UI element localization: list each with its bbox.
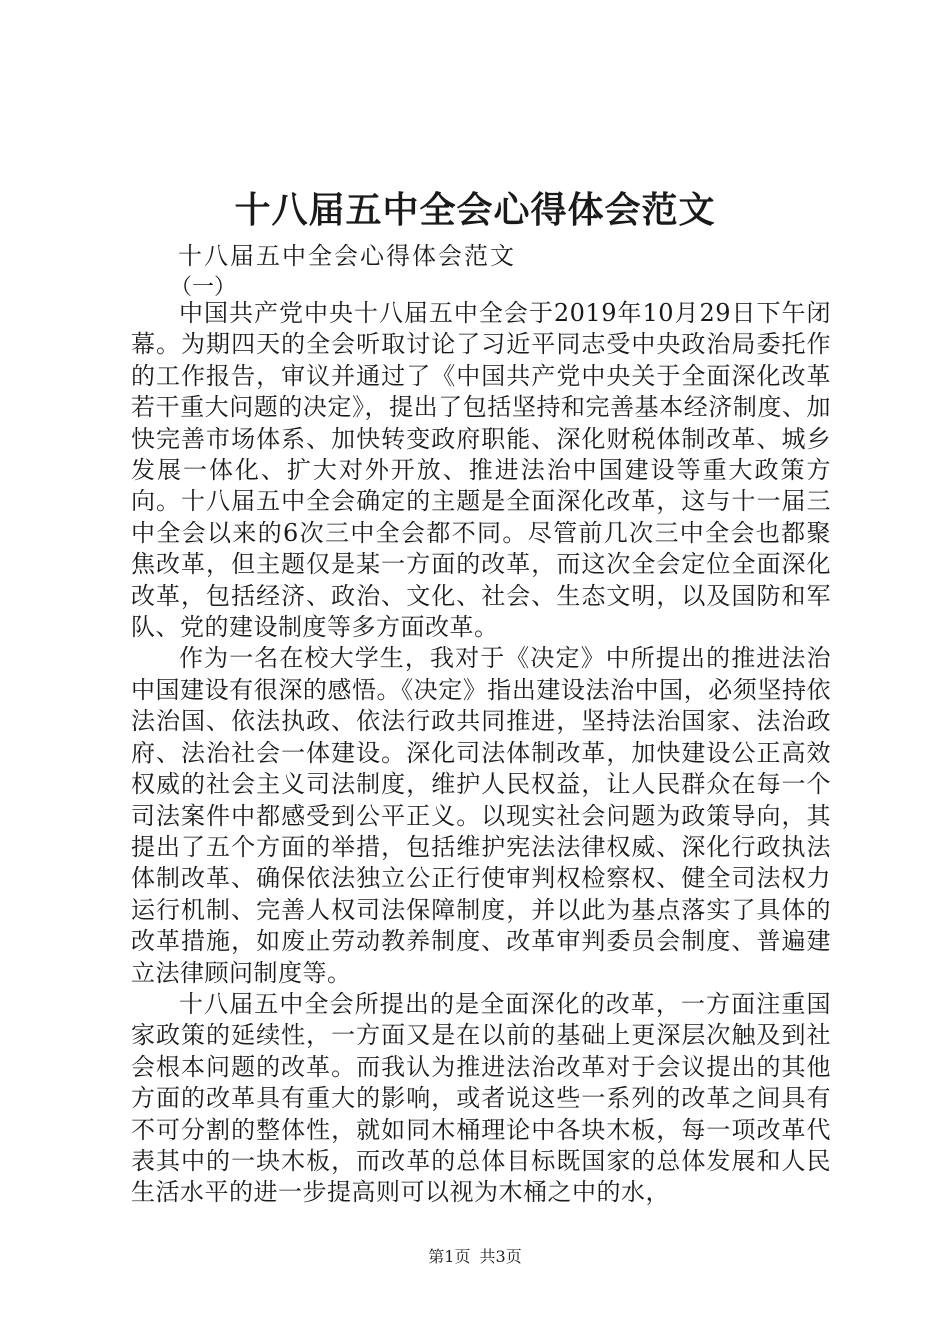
page-footer — [0, 1244, 950, 1267]
section-marker: （一） — [170, 275, 237, 300]
document-body — [131, 298, 831, 1209]
paragraph: 十八届五中全会所提出的是全面深化的改革，一方面注重国家政策的延续性，一方面又是在以前的基础上更深层次触及到社会根本问题的改革。而我认为推进法治改革对于会议提出的其他方面的改革具有重大的影响，或者说这些一系列的改革之间具有不可分割的整体性，就如同木桶理论中各块木板，每一项改革代表其中的一块木板，而改革的总体目标既国家的总体发展和人民生活水平的进一步提高则可以视为木桶之中的水， — [131, 989, 831, 1207]
document-title: 十八届五中全会心得体会范文 — [234, 189, 716, 231]
paragraph: 中国共产党中央十八届五中全会于2019年10月29日下午闭幕。为期四天的全会听取讨论了习近平同志受中央政治局委托作的工作报告，审议并通过了《中国共产党中央关于全面深化改革若干重大问题的决定》，提出了包括坚持和完善基本经济制度、加快完善市场体系、加快转变政府职能、深化财税体制改革、城乡发展一体化、扩大对外开放、推进法治中国建设等重大政策方向。十八届五中全会确定的主题是全面深化改革，这与十一届三中全会以来的6次三中全会都不同。尽管前几次三中全会也都聚焦改革，但主题仅是某一方面的改革，而这次全会定位全面深化改革，包括经济、政治、文化、社会、生态文明，以及国防和军队、党的建设制度等多方面改革。 — [131, 299, 831, 642]
page-number: 第1页 — [428, 1247, 471, 1266]
paragraph: 作为一名在校大学生，我对于《决定》中所提出的推进法治中国建设有很深的感悟。《决定》指出建设法治中国，必须坚持依法治国、依法执政、依法行政共同推进，坚持法治国家、法治政府、法治社会一体建设。深化司法体制改革，加快建设公正高效权威的社会主义司法制度，维护人民权益，让人民群众在每一个司法案件中都感受到公平正义。以现实社会问题为政策导向，其提出了五个方面的举措，包括维护宪法法律权威、深化行政执法体制改革、确保依法独立公正行使审判权检察权、健全司法权力运行机制、完善人权司法保障制度，并以此为基点落实了具体的改革措施，如废止劳动教养制度、改革审判委员会制度、普遍建立法律顾问制度等。 — [131, 644, 831, 987]
document-subtitle: 十八届五中全会心得体会范文 — [178, 242, 516, 270]
page-total: 共3页 — [479, 1247, 522, 1266]
